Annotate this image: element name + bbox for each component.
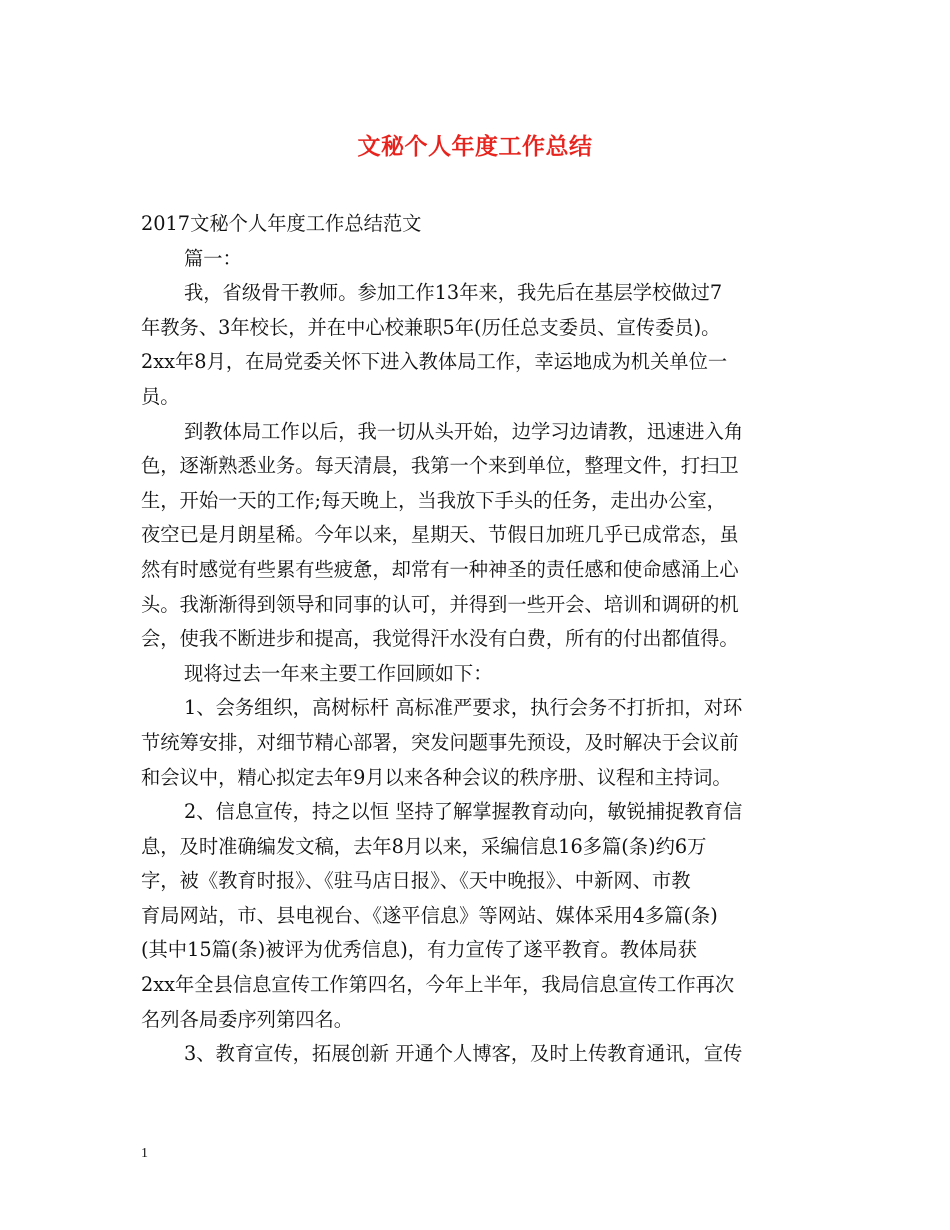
text-line: 篇一： bbox=[184, 246, 242, 270]
text-line: 到教体局工作以后，我一切从头开始，边学习边请教，迅速进入角 bbox=[184, 419, 744, 443]
text-line: 色，逐渐熟悉业务。每天清晨，我第一个来到单位，整理文件，打扫卫 bbox=[141, 454, 739, 478]
text-line: 1、会务组织，高树标杆 高标准严要求，执行会务不打折扣，对环 bbox=[184, 696, 743, 720]
text-line: (其中15篇(条)被评为优秀信息)，有力宣传了遂平教育。教体局获 bbox=[141, 938, 697, 962]
text-line: 字，被《教育时报》、《驻马店日报》、《天中晚报》、中新网、市教 bbox=[141, 869, 691, 893]
text-line: 节统筹安排，对细节精心部署，突发问题事先预设，及时解决于会议前 bbox=[141, 730, 739, 754]
document-title: 文秘个人年度工作总结 bbox=[357, 133, 593, 160]
text-line: 然有时感觉有些累有些疲惫，却常有一种神圣的责任感和使命感涌上心 bbox=[141, 557, 739, 581]
text-line: 2、信息宣传，持之以恒 坚持了解掌握教育动向，敏锐捕捉教育信 bbox=[184, 800, 743, 824]
text-line: 年教务、3年校长，并在中心校兼职5年(历任总支委员、宣传委员)。 bbox=[141, 315, 721, 339]
text-line: 育局网站，市、县电视台、《遂平信息》等网站、媒体采用4多篇(条) bbox=[141, 903, 718, 927]
text-line: 头。我渐渐得到领导和同事的认可，并得到一些开会、培训和调研的机 bbox=[141, 592, 739, 616]
text-line: 2xx年全县信息宣传工作第四名，今年上半年，我局信息宣传工作再次 bbox=[141, 973, 735, 997]
text-line: 和会议中，精心拟定去年9月以来各种会议的秩序册、议程和主持词。 bbox=[141, 765, 732, 789]
text-line: 员。 bbox=[141, 384, 180, 408]
text-line: 2xx年8月，在局党委关怀下进入教体局工作，幸运地成为机关单位一 bbox=[141, 350, 728, 374]
text-line: 息，及时准确编发文稿，去年8月以来，采编信息16多篇(条)约6万 bbox=[141, 834, 707, 858]
text-line: 名列各局委序列第四名。 bbox=[141, 1007, 354, 1031]
text-line: 夜空已是月朗星稀。今年以来，星期天、节假日加班几乎已成常态，虽 bbox=[141, 523, 739, 547]
text-line: 3、教育宣传，拓展创新 开通个人博客，及时上传教育通讯，宣传 bbox=[184, 1042, 743, 1066]
text-line: 现将过去一年来主要工作回顾如下： bbox=[184, 661, 493, 685]
text-line: 我，省级骨干教师。参加工作13年来，我先后在基层学校做过7 bbox=[184, 281, 723, 305]
page-number: 1 bbox=[141, 1146, 148, 1161]
text-line: 会，使我不断进步和提高，我觉得汗水没有白费，所有的付出都值得。 bbox=[141, 627, 739, 651]
text-line: 生，开始一天的工作;每天晚上，当我放下手头的任务，走出办公室， bbox=[141, 488, 726, 512]
document-body bbox=[141, 207, 821, 1072]
text-line: 2017文秘个人年度工作总结范文 bbox=[141, 212, 422, 235]
